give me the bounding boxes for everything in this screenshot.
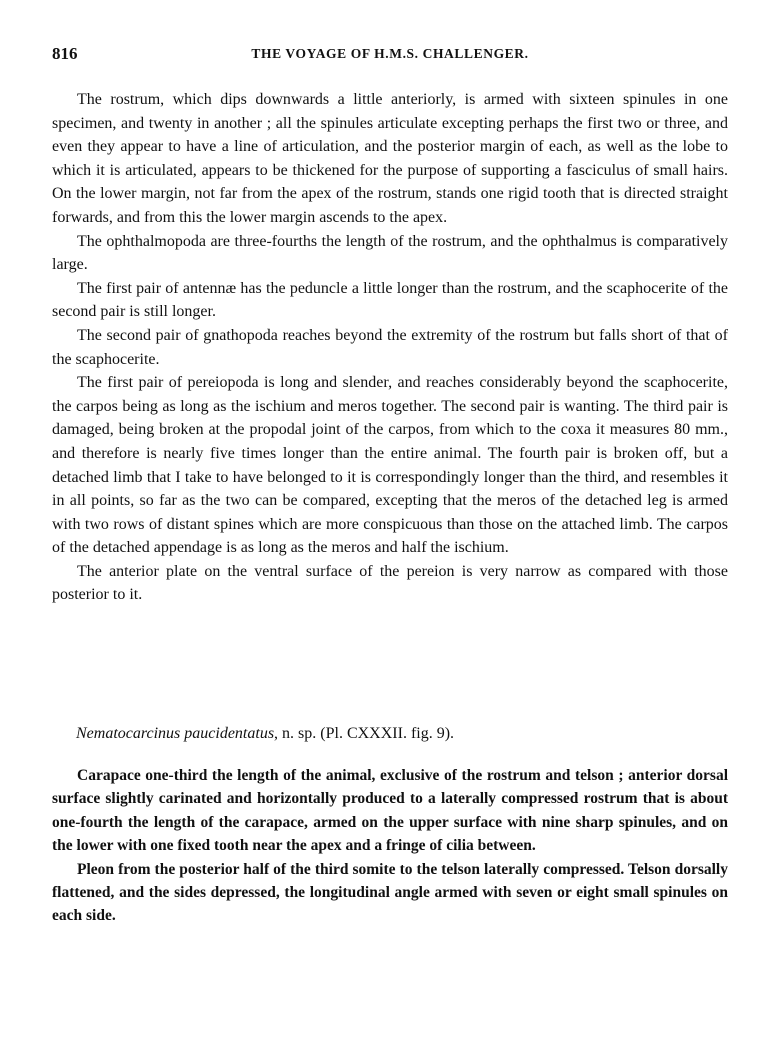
paragraph-ophthalmopoda: The ophthalmopoda are three-fourths the length of the rostrum, and the ophthalmus is comparatively large. (52, 232, 728, 274)
paragraph-carapace: Carapace one-third the length of the animal, exclusive of the rostrum and telson ; anterior dorsal surface slightly carinated and horizontally produced to a laterally compressed rostrum that is about one-fourth the length of the carapace, armed on the upper surface with nine sharp spinules, and on the lower with one fixed tooth near the apex and a fringe of cilia between. (52, 767, 728, 855)
paragraph-anterior-plate: The anterior plate on the ventral surface of the pereion is very narrow as compared with those posterior to it. (52, 562, 728, 604)
page-number: 816 (52, 44, 78, 63)
species-reference: , n. sp. (Pl. CXXXII. fig. 9). (274, 725, 455, 742)
species-heading (76, 722, 454, 745)
paragraph-gnathopoda: The second pair of gnathopoda reaches beyond the extremity of the rostrum but falls short of that of the scaphocerite. (52, 326, 728, 368)
species-name: Nematocarcinus paucidentatus (76, 725, 275, 742)
paragraph-rostrum: The rostrum, which dips downwards a little anteriorly, is armed with sixteen spinules in one specimen, and twenty in another ; all the spinules articulate excepting perhaps the first two or three, and even they appear to have a line of articulation, and the posterior margin of each, as well as the lobe to which it is articulated, appears to be thickened for the purpose of supporting a fasciculus of small hairs. On the lower margin, not far from the apex of the rostrum, stands one rigid tooth that is directed straight forwards, and from this the lower margin ascends to the apex. (52, 91, 728, 226)
description-text (52, 88, 728, 607)
page-header (52, 44, 728, 68)
paragraph-pereiopoda: The first pair of pereiopoda is long and slender, and reaches considerably beyond the scaphocerite, the carpos being as long as the ischium and meros together. The second pair is wanting. The third pair is damaged, being broken at the propodal joint of the carpos, from which to the coxa it measures 80 mm., and therefore is nearly five times longer than the entire animal. The fourth pair is broken off, but a detached limb that I take to have belonged to it is correspondingly longer than the third, and resembles it in all points, so far as the two can be compared, excepting that the meros of the detached leg is armed with two rows of distant spines which are more conspicuous than those on the attached limb. The carpos of the detached appendage is as long as the meros and half the ischium. (52, 374, 728, 557)
paragraph-antennae: The first pair of antennæ has the peduncle a little longer than the rostrum, and the scaphocerite of the second pair is still longer. (52, 279, 728, 321)
paragraph-pleon: Pleon from the posterior half of the third somite to the telson laterally compressed. Telson dorsally flattened, and the sides depressed, the longitudinal angle armed with seven or eight small spinules on each side. (52, 860, 728, 925)
running-title: THE VOYAGE OF H.M.S. CHALLENGER. (251, 46, 529, 61)
species-description (52, 764, 728, 928)
